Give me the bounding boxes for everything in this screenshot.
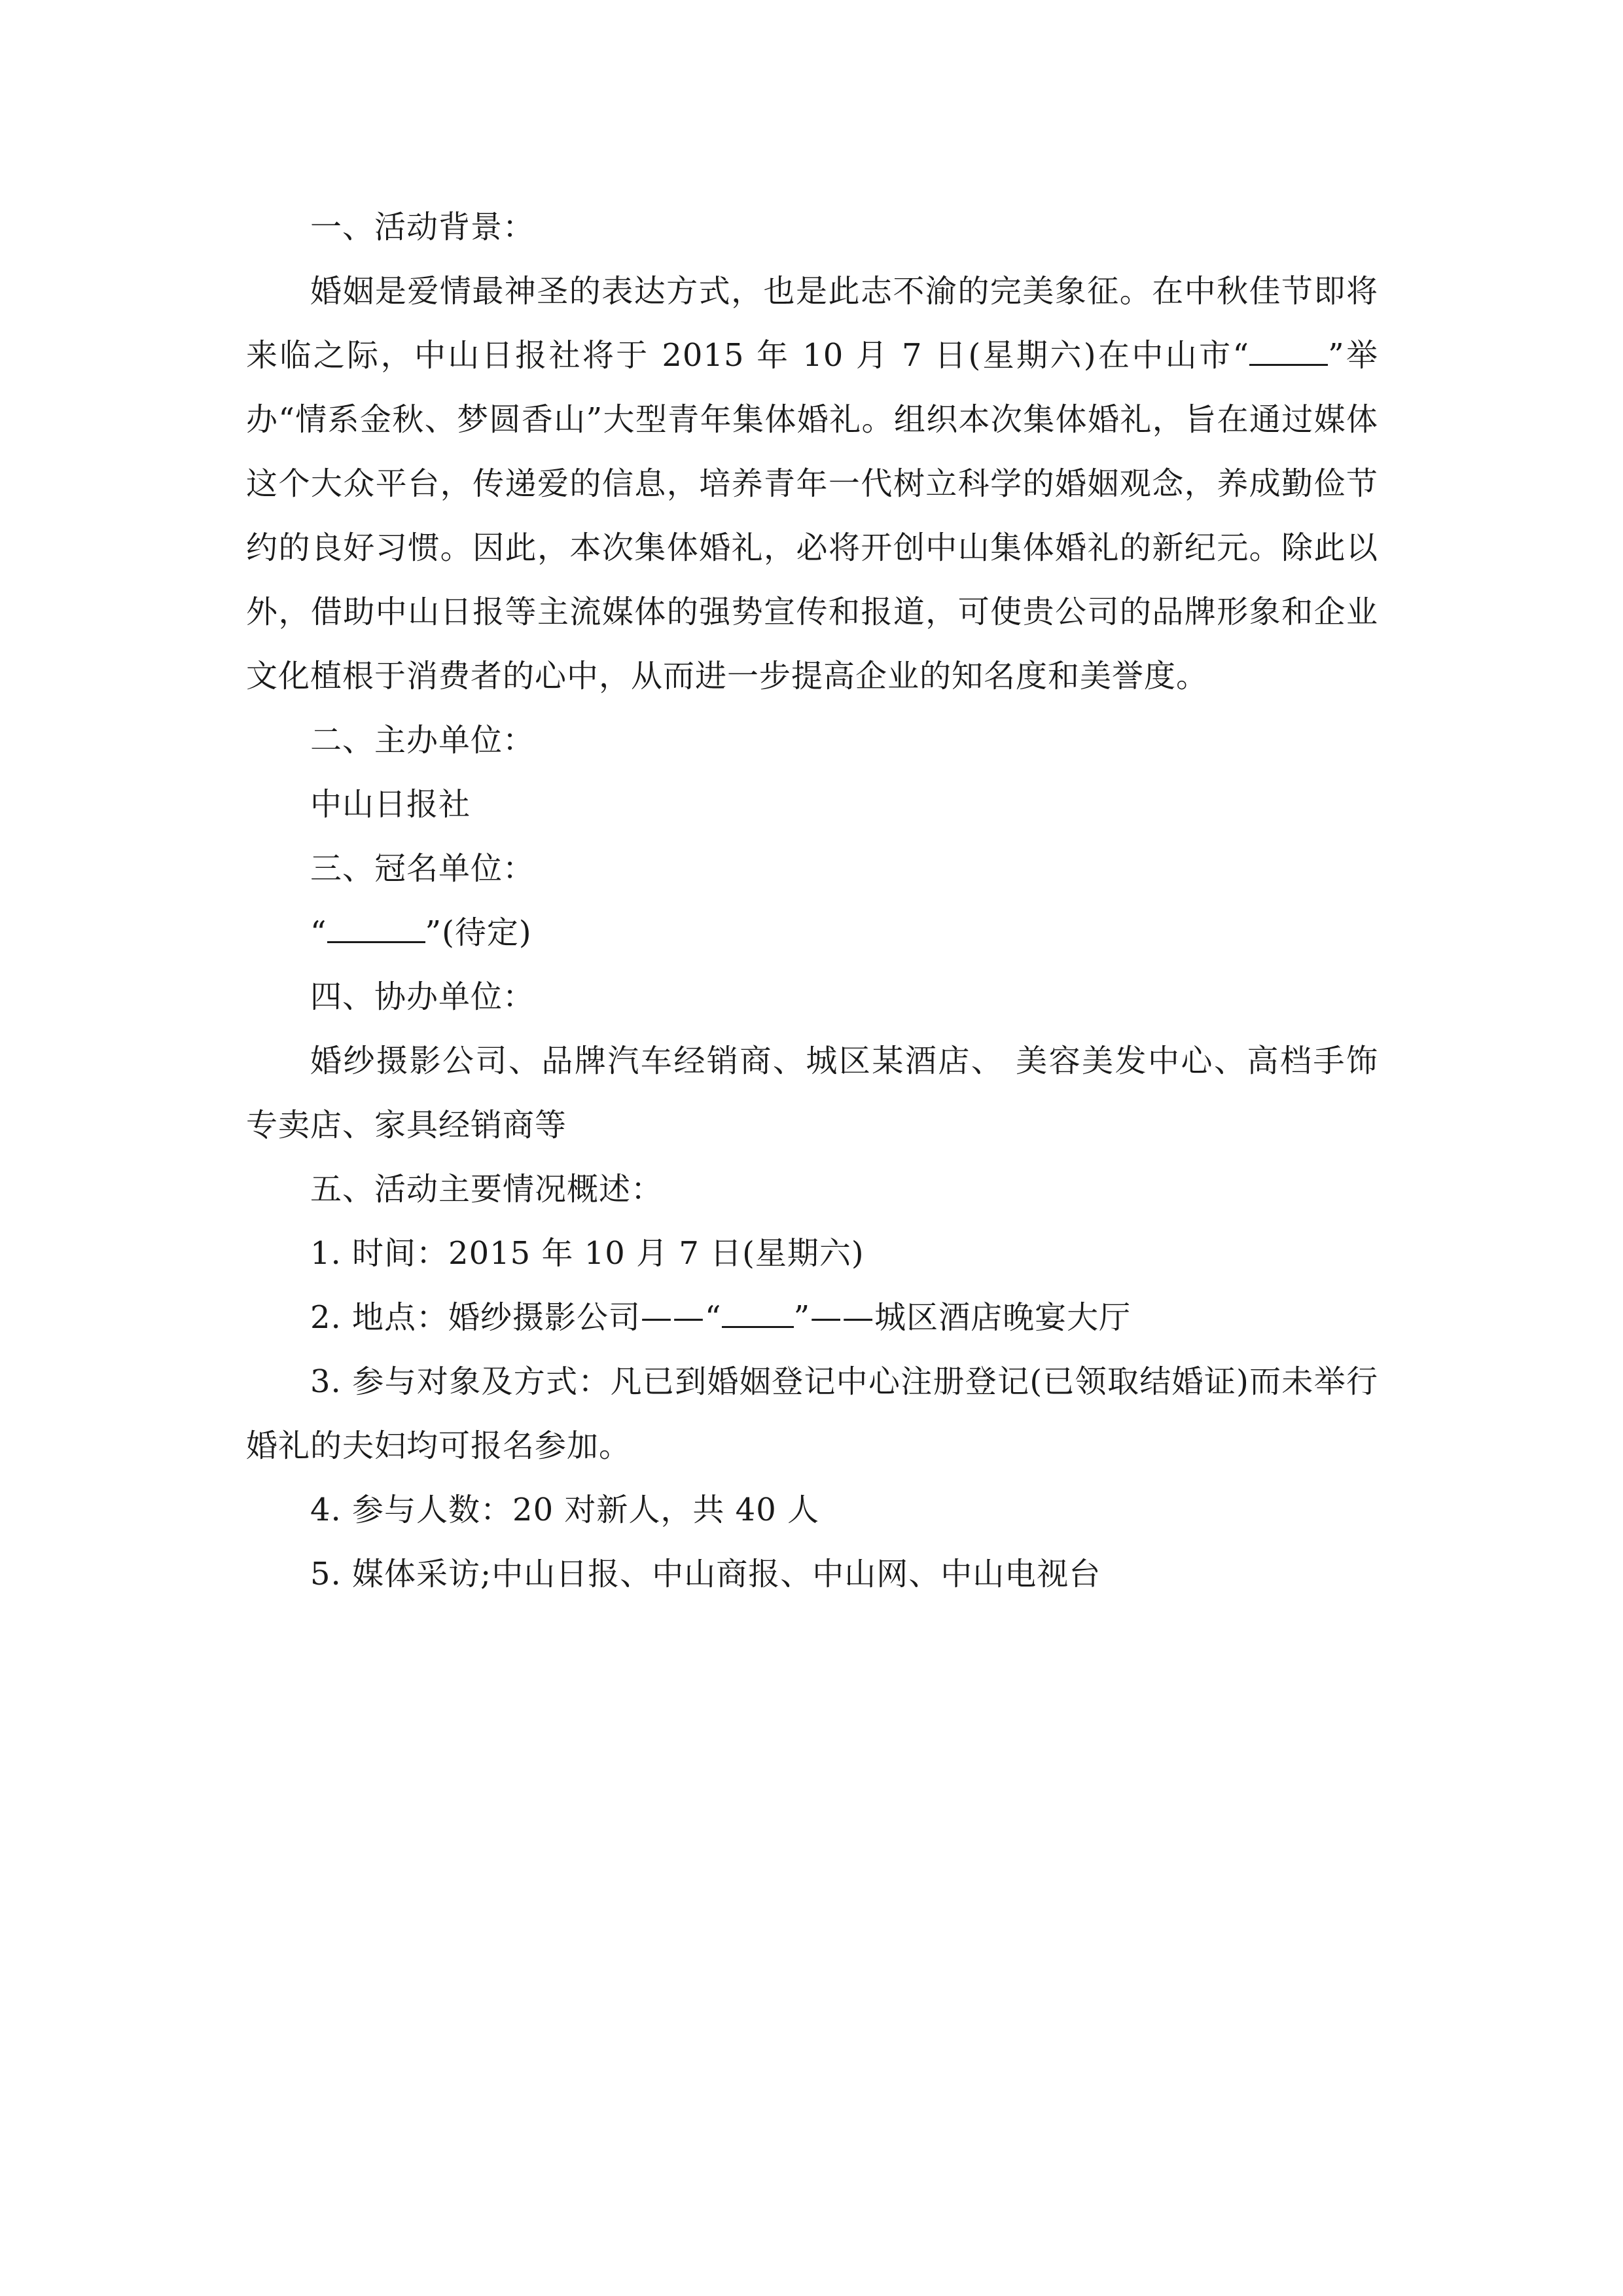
section-1-body-part-a: 婚姻是爱情最神圣的表达方式，也是此志不渝的完美象征。在中秋佳节即将来临之际，中山日报社将于 2015 年 10 月 7 日(星期六)在中山市“ — [246, 273, 1378, 374]
section-3-open-quote: “ — [310, 914, 327, 951]
section-1-body-part-b: ”举办“情系金秋、梦圆香山”大型青年集体婚礼。组织本次集体婚礼，旨在通过媒体这个大众平台，传递爱的信息，培养青年一代树立科学的婚姻观念，养成勤俭节约的良好习惯。因此，本次集体婚礼，必将开创中山集体婚礼的新纪元。除此以外，借助中山日报等主流媒体的强势宣传和报道，可使贵公司的品牌形象和企业文化植根于消费者的心中，从而进一步提高企业的知名度和美誉度。 — [246, 337, 1378, 694]
section-5-item-1: 1. 时间：2015 年 10 月 7 日(星期六) — [310, 1235, 865, 1272]
location-blank — [722, 1298, 794, 1328]
section-3-body — [246, 901, 1378, 965]
section-3-close-quote: ”(待定) — [425, 914, 532, 951]
section-2-heading: 二、主办单位： — [310, 722, 535, 759]
sponsor-blank — [327, 913, 425, 943]
section-5-item-2-part-a: 2. 地点：婚纱摄影公司——“ — [310, 1299, 722, 1336]
section-1-body — [246, 259, 1378, 708]
section-4-heading: 四、协办单位： — [310, 978, 535, 1015]
section-3-heading: 三、冠名单位： — [310, 850, 535, 887]
section-5-item-2 — [246, 1285, 1378, 1350]
document-body — [246, 195, 1378, 1606]
section-5-item-4: 4. 参与人数：20 对新人，共 40 人 — [310, 1492, 819, 1528]
section-5-item-5: 5. 媒体采访;中山日报、中山商报、中山网、中山电视台 — [310, 1556, 1101, 1592]
section-5-item-3: 3. 参与对象及方式：凡已到婚姻登记中心注册登记(已领取结婚证)而未举行婚礼的夫妇均可报名参加。 — [246, 1363, 1378, 1464]
venue-blank — [1249, 336, 1328, 366]
section-4-body: 婚纱摄影公司、品牌汽车经销商、城区某酒店、 美容美发中心、高档手饰专卖店、家具经销商等 — [246, 1043, 1378, 1143]
section-5-item-2-part-b: ”——城区酒店晚宴大厅 — [793, 1299, 1132, 1336]
section-5-heading: 五、活动主要情况概述： — [310, 1171, 664, 1208]
section-1-heading: 一、活动背景： — [310, 209, 535, 245]
section-2-body: 中山日报社 — [310, 786, 471, 823]
